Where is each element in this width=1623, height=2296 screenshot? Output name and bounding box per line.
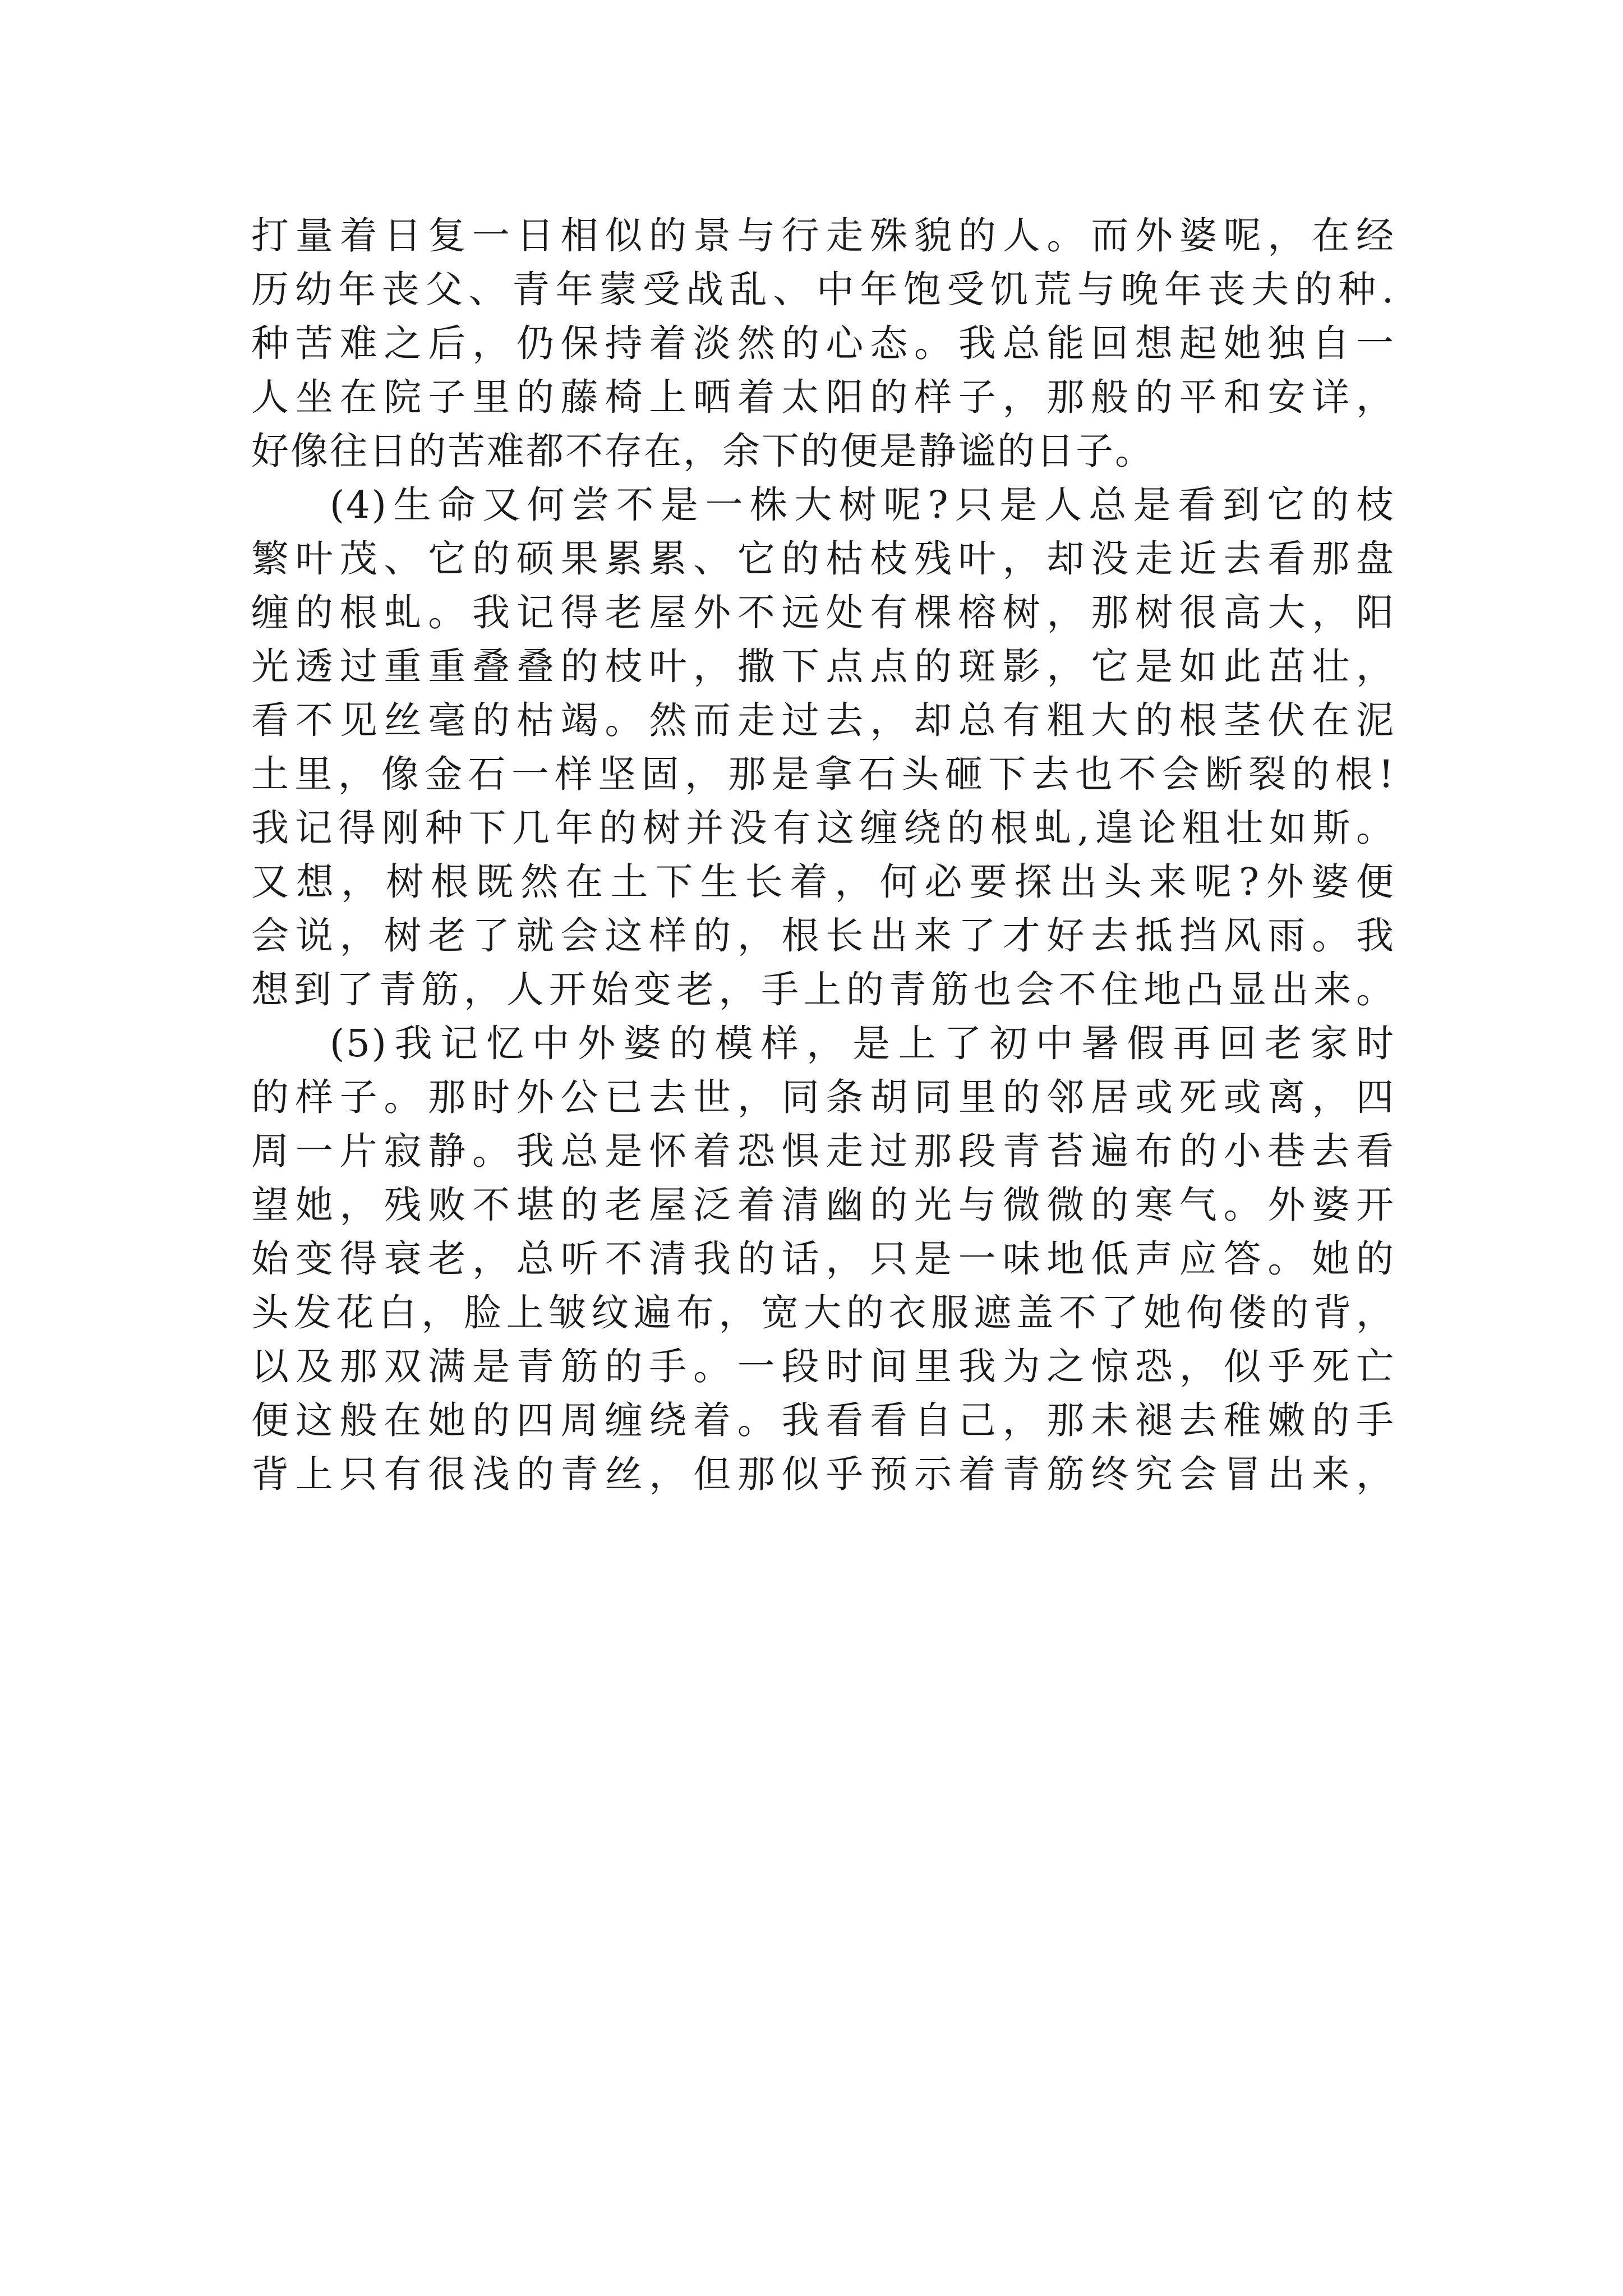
text-line: 繁叶茂、它的硕果累累、它的枯枝残叶，却没走近去看那盘 bbox=[251, 537, 1395, 581]
text-line: 看不见丝毫的枯竭。然而走过去，却总有粗大的根茎伏在泥 bbox=[251, 698, 1395, 742]
text-line: 想到了青筋，人开始变老，手上的青筋也会不住地凸显出来。 bbox=[251, 968, 1395, 1011]
text-line: 会说，树老了就会这样的，根长出来了才好去抵挡风雨。我 bbox=[251, 914, 1395, 958]
text-line: 周一片寂静。我总是怀着恐惧走过那段青苔遍布的小巷去看 bbox=[251, 1129, 1395, 1173]
text-line: 始变得衰老，总听不清我的话，只是一味地低声应答。她的 bbox=[251, 1237, 1395, 1281]
text-line: 光透过重重叠叠的枝叶，撒下点点的斑影，它是如此茁壮， bbox=[251, 645, 1395, 688]
text-line: 缠的根虬。我记得老屋外不远处有棵榕树，那树很高大，阳 bbox=[251, 591, 1395, 634]
text-line: 以及那双满是青筋的手。一段时间里我为之惊恐，似乎死亡 bbox=[251, 1345, 1395, 1388]
text-line: 背上只有很浅的青丝，但那似乎预示着青筋终究会冒出来， bbox=[251, 1452, 1395, 1496]
paragraph-4-start: (4)生命又何尝不是一株大树呢?只是人总是看到它的枝 bbox=[330, 483, 1395, 527]
body-text bbox=[251, 209, 1395, 1501]
text-line: 我记得刚种下几年的树并没有这缠绕的根虬,遑论粗壮如斯。 bbox=[251, 806, 1395, 850]
text-line: 望她，残败不堪的老屋泛着清幽的光与微微的寒气。外婆开 bbox=[251, 1183, 1395, 1227]
text-line: 土里，像金石一样坚固，那是拿石头砸下去也不会断裂的根! bbox=[251, 752, 1395, 796]
text-line: 人坐在院子里的藤椅上晒着太阳的样子，那般的平和安详， bbox=[251, 375, 1395, 419]
paragraph-5-start: (5)我记忆中外婆的模样，是上了初中暑假再回老家时 bbox=[330, 1022, 1395, 1065]
text-line: 好像往日的苦难都不存在，余下的便是静谧的日子。 bbox=[251, 429, 1154, 473]
text-line: 又想，树根既然在土下生长着，何必要探出头来呢?外婆便 bbox=[251, 860, 1395, 904]
text-line: 便这般在她的四周缠绕着。我看看自己，那未褪去稚嫩的手 bbox=[251, 1398, 1395, 1442]
text-line: 的样子。那时外公已去世，同条胡同里的邻居或死或离，四 bbox=[251, 1075, 1395, 1119]
text-line: 历幼年丧父、青年蒙受战乱、中年饱受饥荒与晚年丧夫的种. bbox=[251, 268, 1395, 311]
text-line: 头发花白，脸上皱纹遍布，宽大的衣服遮盖不了她佝偻的背， bbox=[251, 1291, 1395, 1335]
text-line: 种苦难之后，仍保持着淡然的心态。我总能回想起她独自一 bbox=[251, 321, 1395, 365]
text-line: 打量着日复一日相似的景与行走殊貌的人。而外婆呢，在经 bbox=[251, 214, 1395, 257]
